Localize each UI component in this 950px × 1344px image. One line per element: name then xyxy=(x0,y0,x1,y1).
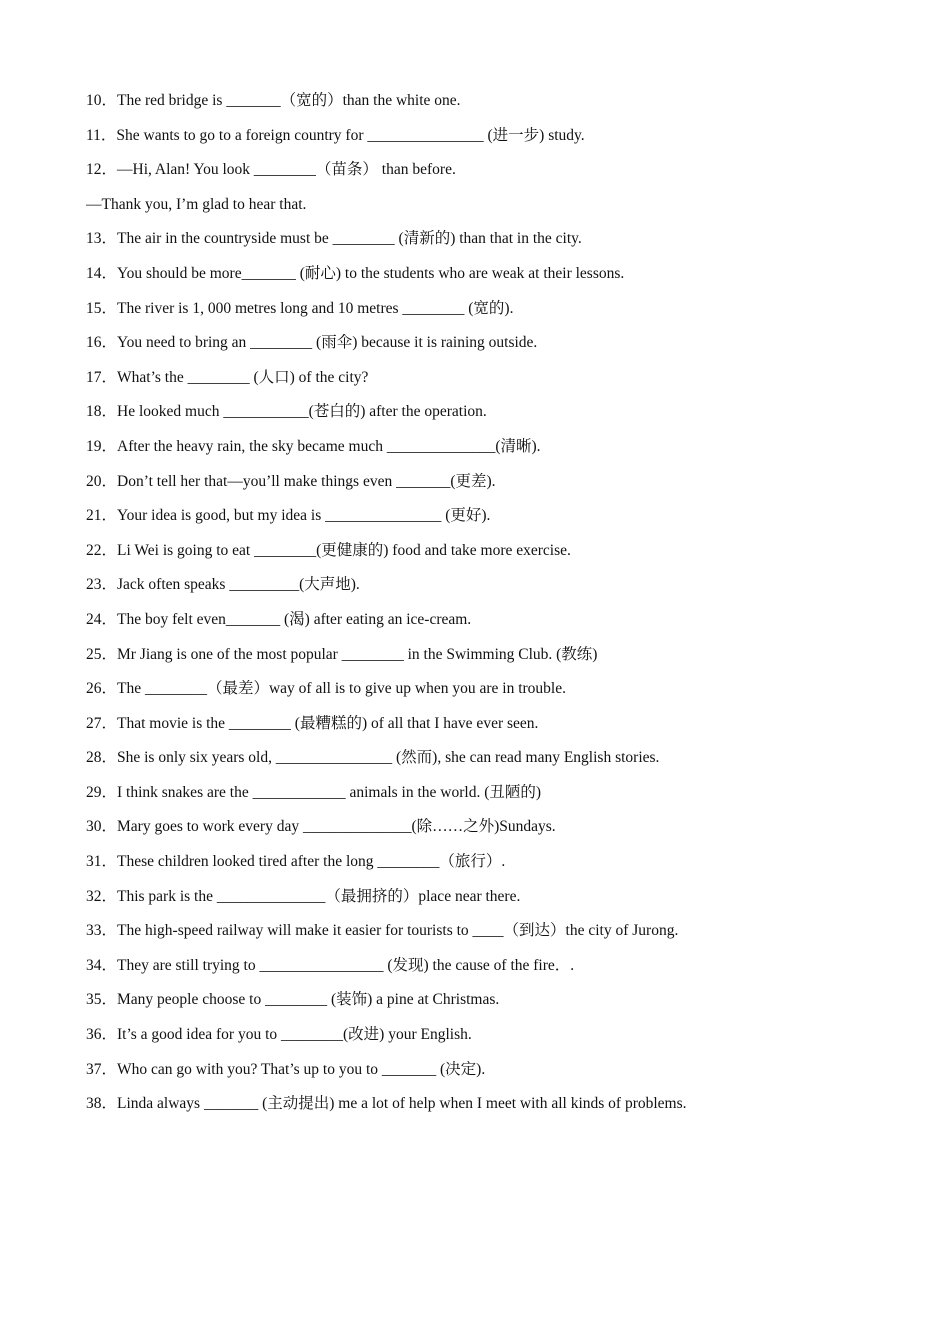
exercise-line-13: 13．The air in the countryside must be ________ (清新的) than that in the city. xyxy=(86,230,582,248)
exercise-line-32: 32．This park is the ______________（最拥挤的）place near there. xyxy=(86,887,521,905)
exercise-line-25: 25．Mr Jiang is one of the most popular ________ in the Swimming Club. (教练) xyxy=(86,645,598,663)
exercise-line-16: 16．You need to bring an ________ (雨伞) because it is raining outside. xyxy=(86,334,538,352)
exercise-line-38: 38．Linda always _______ (主动提出) me a lot of help when I meet with all kinds of problems. xyxy=(86,1095,687,1113)
exercise-line-14: 14．You should be more_______ (耐心) to the students who are weak at their lessons. xyxy=(86,264,625,282)
exercise-line-37: 37．Who can go with you? That’s up to you to _______ (决定). xyxy=(86,1060,486,1078)
exercise-line-15: 15．The river is 1, 000 metres long and 10 metres ________ (宽的). xyxy=(86,299,514,317)
exercise-line-36: 36．It’s a good idea for you to ________(改进) your English. xyxy=(86,1026,472,1044)
exercise-line-22: 22．Li Wei is going to eat ________(更健康的) food and take more exercise. xyxy=(86,541,571,559)
exercise-line-11: 11．She wants to go to a foreign country for _______________ (进一步) study. xyxy=(86,126,585,144)
exercise-line-35: 35．Many people choose to ________ (装饰) a pine at Christmas. xyxy=(86,991,500,1009)
exercise-line-17: 17．What’s the ________ (人口) of the city? xyxy=(86,368,369,386)
exercise-line-24: 24．The boy felt even_______ (渴) after eating an ice-cream. xyxy=(86,610,472,628)
exercise-line-19: 19．After the heavy rain, the sky became much ______________(清晰). xyxy=(86,437,541,455)
exercise-line-20: 20．Don’t tell her that—you’ll make things even _______(更差). xyxy=(86,472,496,490)
exercise-line-30: 30．Mary goes to work every day ______________(除……之外)Sundays. xyxy=(86,818,556,836)
exercise-list xyxy=(86,89,906,1127)
exercise-line-34: 34．They are still trying to ________________ (发现) the cause of the fire．. xyxy=(86,956,575,974)
exercise-line-21: 21．Your idea is good, but my idea is _______________ (更好). xyxy=(86,507,491,525)
exercise-line-33: 33．The high-speed railway will make it easier for tourists to ____（到达）the city of Jurong. xyxy=(86,922,679,940)
exercise-line-12: 12．—Hi, Alan! You look ________（苗条） than before. xyxy=(86,161,456,179)
exercise-line-23: 23．Jack often speaks _________(大声地). xyxy=(86,576,360,594)
exercise-line-27: 27．That movie is the ________ (最糟糕的) of all that I have ever seen. xyxy=(86,714,539,732)
exercise-line-18: 18．He looked much ___________(苍白的) after the operation. xyxy=(86,403,487,421)
exercise-line-10: 10．The red bridge is _______（宽的）than the white one. xyxy=(86,92,461,109)
exercise-line-12-reply: —Thank you, I’m glad to hear that. xyxy=(86,195,307,213)
exercise-line-31: 31．These children looked tired after the long ________（旅行）. xyxy=(86,853,506,871)
exercise-line-26: 26．The ________（最差）way of all is to give up when you are in trouble. xyxy=(86,680,566,698)
exercise-line-28: 28．She is only six years old, _______________ (然而), she can read many English stories. xyxy=(86,749,660,767)
exercise-line-29: 29．I think snakes are the ____________ animals in the world. (丑陋的) xyxy=(86,783,542,801)
